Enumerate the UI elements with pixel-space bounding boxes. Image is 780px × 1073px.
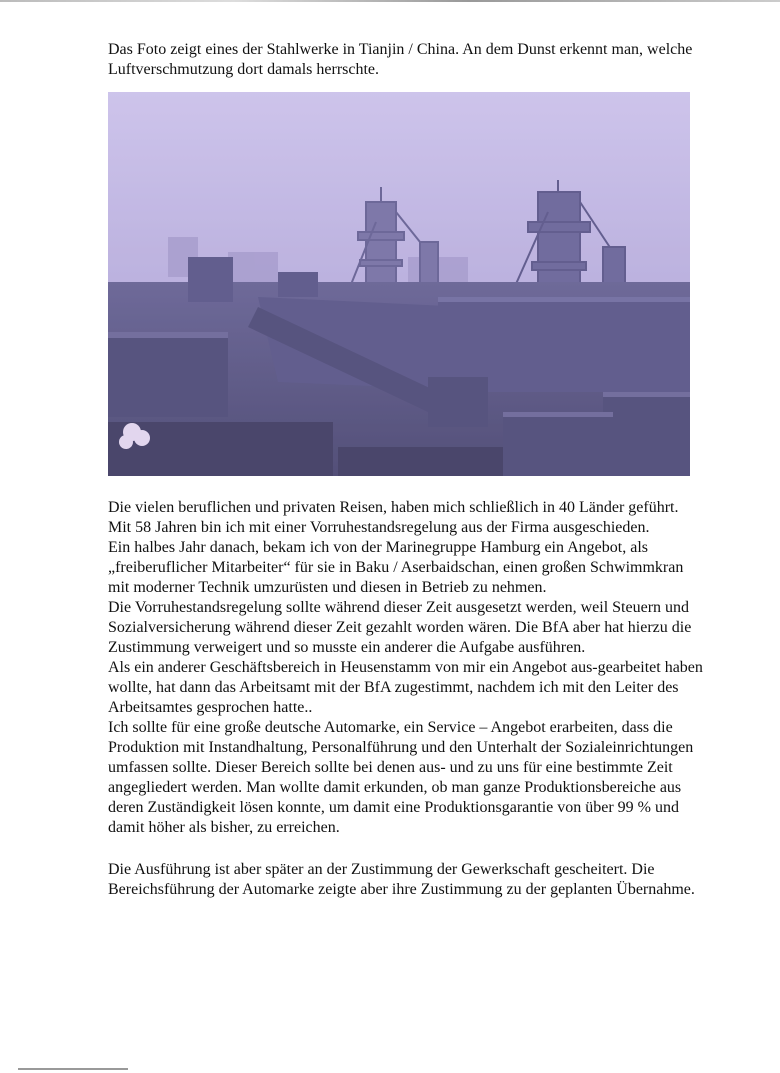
paragraph-bfa-refusal: Die Vorruhestandsregelung sollte während dieser Zeit ausgesetzt werden, weil Steuern und Sozialversicherung während dieser Zeit gezahlt worden wären. Die BfA aber hat hierzu die Zustimmung verweigert und so musste ein anderer die Aufgabe ausführen. <box>108 599 692 656</box>
steelworks-photo <box>108 92 690 476</box>
scan-edge-top <box>0 0 780 2</box>
paragraph-union: Die Ausführung ist aber später an der Zustimmung der Gewerkschaft gescheitert. Die Bereichsführung der Automarke zeigte aber ihre Zustimmung zu der geplanten Übernahme. <box>108 861 695 898</box>
paragraph-service-offer: Ich sollte für eine große deutsche Automarke, ein Service – Angebot erarbeiten, dass die Produktion mit Instandhaltung, Personalführung und den Unterhalt der Sozialeinrichtungen umfassen sollte. Dieser Bereich sollte bei denen aus- und zu uns für eine bestimmte Zeit angegliedert werden. Man wollte damit erkunden, ob man ganze Produktionsbereiche aus deren Zuständigkeit lösen konnte, um damit eine Produktionsgarantie von über 99 % und damit höher als bisher, zu erreichen. <box>108 719 694 836</box>
photo-intro-text: Das Foto zeigt eines der Stahlwerke in Tianjin / China. An dem Dunst erkennt man, welche Luftverschmutzung dort damals herrschte. <box>108 41 693 78</box>
paragraph-heusenstamm: Als ein anderer Geschäftsbereich in Heusenstamm von mir ein Angebot aus-gearbeitet haben wollte, hat dann das Arbeitsamt mit der BfA zugestimmt, nachdem ich mit den Leiter des Arbeitsamtes gesprochen hatte.. <box>108 659 703 716</box>
paragraph-retirement: Mit 58 Jahren bin ich mit einer Vorruhestandsregelung aus der Firma ausgeschieden. <box>108 519 650 536</box>
scan-edge-bottom <box>18 1068 128 1070</box>
paragraph-offer-baku: Ein halbes Jahr danach, bekam ich von der Marinegruppe Hamburg ein Angebot, als „freiberuflicher Mitarbeiter“ für sie in Baku / Aserbaidschan, einen großen Schwimmkran mit moderner Technik umzurüsten und diesen in Betrieb zu nehmen. <box>108 539 684 596</box>
body-text <box>108 498 708 900</box>
paragraph-travels: Die vielen beruflichen und privaten Reisen, haben mich schließlich in 40 Länder geführt. <box>108 499 679 516</box>
